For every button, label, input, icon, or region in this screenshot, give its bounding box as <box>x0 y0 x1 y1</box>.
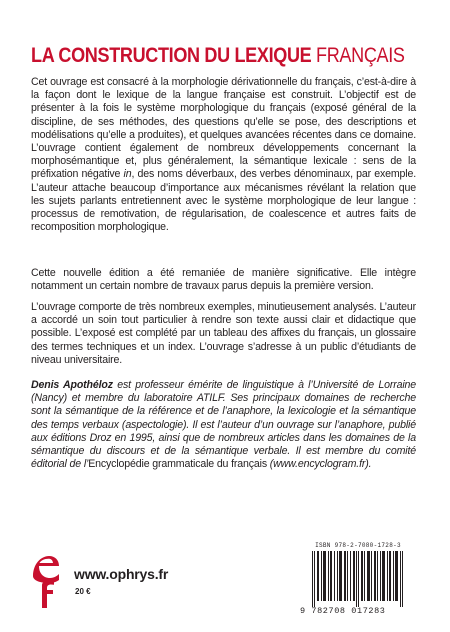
barcode-block <box>300 540 414 622</box>
isbn: ISBN 978-2-7080-1728-3 <box>315 542 401 549</box>
description-paragraph-3: L’ouvrage comporte de très nombreux exemples, minutieusement analysés. L’auteur a accordé un soin tout particulier à rendre son texte aussi clair et didactique que possible. L’exposé est complété par un tableau des affixes du français, un glossaire des termes techniques et un index. L’ouvrage s’adresse à un public d’étudiants de niveau universitaire. <box>31 301 416 366</box>
book-title-tail: FRANÇAIS <box>316 44 405 67</box>
description-paragraph-2: Cette nouvelle édition a été remaniée de manière significative. Elle intègre notamment un certain nombre de travaux parus depuis la première version. <box>31 267 416 293</box>
description-text: , des noms déverbaux, des verbes dénominaux, par exemple. L’auteur attache beaucoup d’importance aux mécanismes révélant la relation que les sujets parlants entretiennent avec le système morphologique de leur langue : processus de remotivation, de régularisation, de coalescence et autres faits de recomposition morphologique. <box>31 168 416 234</box>
author-name: Denis Apothéloz <box>31 379 113 391</box>
author-bio-title: Encyclopédie grammaticale du français <box>88 458 267 471</box>
book-title <box>31 44 405 67</box>
price: 20 € <box>75 587 91 596</box>
description-text: Cet ouvrage est consacré à la morphologie dérivationnelle du français, c’est-à-dire à la façon dont le lexique de la langue française est construit. L’objectif est de présenter à la fois le système morphologique du français (exposé général de la discipline, de ses méthodes, des questions qu’elle se pose, des descriptions et modélisations qu’elle a produites), et quelques avancées récentes dans ce domaine. L’ouvrage contient également de nombreux développements concernant la morphosémantique et, plus généralement, la sémantique lexicale : sens de la préfixation négative <box>31 76 416 181</box>
publisher-website[interactable]: www.ophrys.fr <box>74 566 169 582</box>
description-emphasis: in <box>123 168 132 181</box>
author-bio-text: est professeur émérite de linguistique à l’Université de Lorraine (Nancy) et membre du laboratoire ATILF. Ses principaux domaines de recherche sont la sémantique de la référence et de l’anaphore, la lexicologie et la sémantique des temps verbaux (aspectologie). Il est l’auteur d’un ouvrage sur l’anaphore, publié aux éditions Droz en 1995, ainsi que de nombreux articles dans les domaines de la sémantique du discours et de la sémantique verbale. Il est membre du comité éditorial de l’ <box>31 379 417 471</box>
description-paragraph-1 <box>31 76 416 234</box>
ean-number: 9 782708 017283 <box>300 606 386 616</box>
barcode-icon <box>306 551 410 607</box>
book-title-main: LA CONSTRUCTION DU LEXIQUE <box>31 44 312 67</box>
ophrys-ef-logo-icon <box>30 552 60 612</box>
author-bio-text: (www.encyclogram.fr). <box>267 458 372 471</box>
author-bio <box>31 379 416 471</box>
